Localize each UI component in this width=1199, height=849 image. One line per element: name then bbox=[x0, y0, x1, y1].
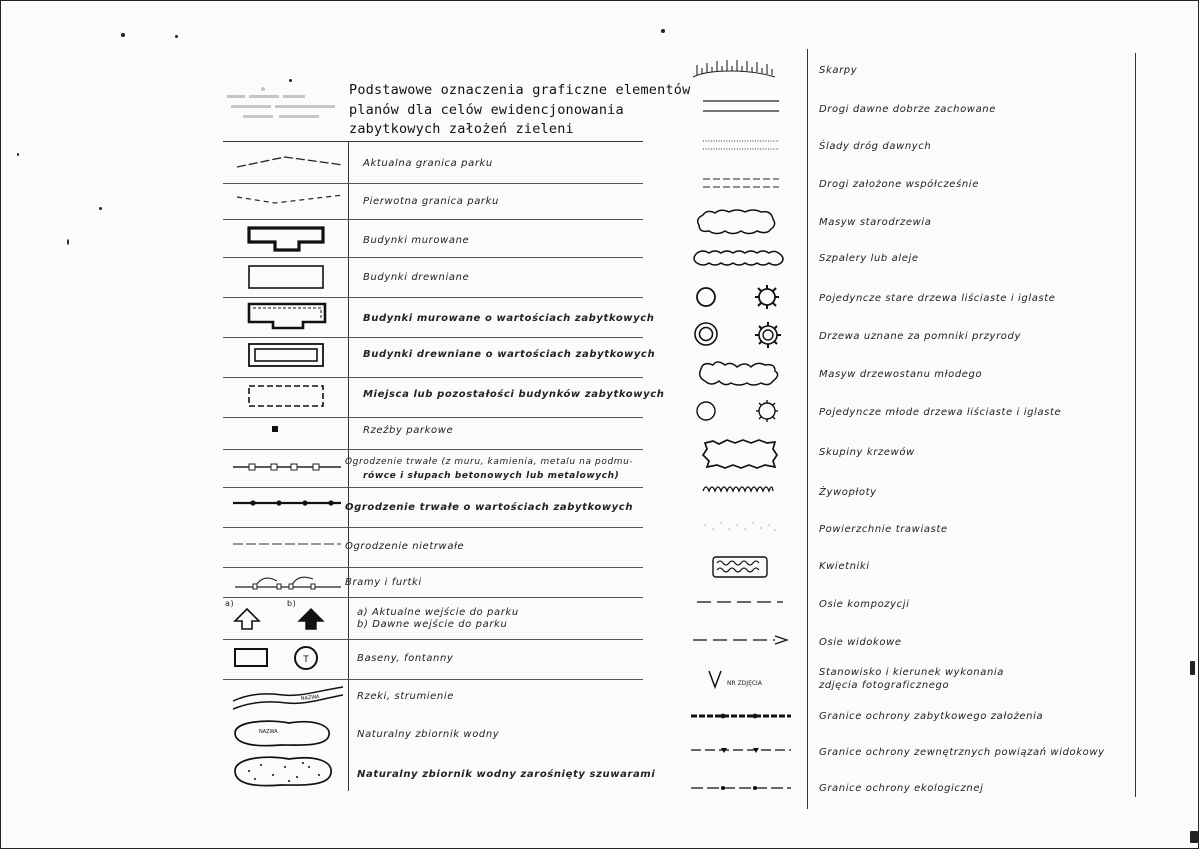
legend-row bbox=[223, 597, 643, 641]
legend-label: Ślady dróg dawnych bbox=[819, 141, 932, 152]
legend-row bbox=[681, 475, 1135, 509]
modern-road-icon bbox=[701, 175, 781, 193]
dash-line-icon bbox=[235, 153, 345, 173]
former-entrance-arrow-icon bbox=[297, 607, 325, 631]
masonry-building-icon bbox=[247, 225, 327, 253]
hedge-icon bbox=[701, 481, 775, 495]
legend-label: Pojedyncze młode drzewa liściaste i iglaste bbox=[819, 407, 1062, 418]
document-title bbox=[349, 81, 691, 140]
fountain-icon bbox=[293, 645, 321, 673]
legend-row bbox=[223, 339, 656, 377]
legend-row bbox=[681, 625, 1135, 663]
short-dash-line-icon bbox=[235, 189, 345, 209]
row-divider bbox=[223, 639, 643, 640]
old-tree-mass-icon bbox=[693, 207, 779, 237]
legend-label: Żywopłoty bbox=[819, 487, 877, 498]
row-divider bbox=[223, 219, 643, 220]
legend-row bbox=[681, 433, 1135, 473]
title-line-3: zabytkowych założeń zieleni bbox=[349, 121, 574, 137]
row-divider bbox=[223, 487, 643, 488]
shrub-group-icon bbox=[699, 435, 781, 471]
legend-row bbox=[681, 549, 1135, 587]
overgrown-pond-icon bbox=[229, 753, 337, 789]
legend-label: Powierzchnie trawiaste bbox=[819, 524, 948, 535]
legend-row bbox=[681, 319, 1135, 355]
legend-row bbox=[223, 679, 643, 717]
legend-label: Naturalny zbiornik wodny bbox=[357, 729, 500, 740]
legend-label: Osie widokowe bbox=[819, 637, 902, 648]
photo-number-label: NR ZDJĘCIA bbox=[727, 680, 762, 687]
legend-label: Szpalery lub aleje bbox=[819, 253, 919, 264]
legend-row bbox=[223, 379, 665, 417]
legend-label: Skarpy bbox=[819, 65, 858, 76]
legend-label: Budynki murowane bbox=[363, 235, 470, 246]
deciduous-old-tree-icon bbox=[695, 285, 719, 309]
legend-label: Masyw drzewostanu młodego bbox=[819, 369, 983, 380]
row-divider bbox=[223, 297, 643, 298]
photo-position-icon bbox=[707, 669, 725, 691]
legend-label: Pojedyncze stare drzewa liściaste i iglaste bbox=[819, 293, 1056, 304]
legend-label: Pierwotna granica parku bbox=[363, 196, 499, 207]
scan-speck bbox=[661, 29, 665, 33]
legend-label: Granice ochrony zabytkowego założenia bbox=[819, 711, 1044, 722]
legend-row bbox=[223, 419, 643, 455]
scan-speck bbox=[17, 153, 19, 156]
scan-speck bbox=[1190, 661, 1195, 675]
legend-label: Osie kompozycji bbox=[819, 599, 910, 610]
legend-label: b) Dawne wejście do parku bbox=[357, 619, 508, 630]
legend-label: Skupiny krzewów bbox=[819, 447, 915, 458]
legend-row bbox=[681, 129, 1135, 167]
pool-icon bbox=[233, 645, 269, 671]
monument-conifer-tree-icon bbox=[753, 320, 783, 350]
legend-row bbox=[681, 775, 1135, 809]
flowerbed-icon bbox=[711, 555, 771, 581]
row-divider bbox=[223, 377, 643, 378]
river-name: NAZWA bbox=[300, 694, 320, 702]
building-remains-icon bbox=[247, 383, 329, 411]
historic-masonry-building-icon bbox=[247, 301, 329, 331]
monument-deciduous-tree-icon bbox=[693, 321, 721, 349]
legend-label: Rzeźby parkowe bbox=[363, 425, 454, 436]
composition-axis-icon bbox=[695, 597, 785, 607]
legend-row bbox=[681, 357, 1135, 393]
row-divider bbox=[223, 257, 643, 258]
legend-row bbox=[681, 511, 1135, 549]
legend-label: rówce i słupach betonowych lub metalowych) bbox=[363, 471, 620, 481]
legend-row bbox=[681, 663, 1135, 703]
legend-label: Budynki murowane o wartościach zabytkowych bbox=[363, 313, 655, 324]
young-tree-mass-icon bbox=[695, 359, 785, 389]
road-traces-icon bbox=[701, 137, 781, 155]
old-road-icon bbox=[701, 97, 781, 117]
title-line-2: planów dla celów ewidencjonowania bbox=[349, 101, 624, 118]
legend-row bbox=[223, 753, 656, 793]
conifer-old-tree-icon bbox=[753, 283, 781, 311]
legend-row bbox=[681, 205, 1135, 243]
title-line-1: Podstawowe oznaczenia graficzne elementów bbox=[349, 82, 691, 98]
legend-label: Naturalny zbiornik wodny zarośnięty szuwarami bbox=[357, 769, 656, 780]
faded-stamp-icon bbox=[223, 87, 343, 131]
conifer-young-tree-icon bbox=[753, 397, 781, 425]
scan-speck bbox=[121, 33, 125, 37]
legend-label: Drzewa uznane za pomniki przyrody bbox=[819, 331, 1021, 342]
view-axis-icon bbox=[691, 633, 791, 647]
legend-label: Kwietniki bbox=[819, 561, 870, 572]
entrance-tag-b: b) bbox=[287, 599, 297, 608]
legend-row bbox=[223, 451, 643, 491]
legend-row bbox=[223, 185, 643, 221]
legend-row bbox=[681, 281, 1135, 317]
legend-label: Miejsca lub pozostałości budynków zabytkowych bbox=[363, 389, 665, 400]
legend-label: Granice ochrony ekologicznej bbox=[819, 783, 984, 794]
lawn-icon bbox=[699, 517, 779, 537]
legend-label: Ogrodzenie trwałe o wartościach zabytkowych bbox=[345, 502, 634, 513]
legend-row bbox=[223, 489, 643, 527]
deciduous-young-tree-icon bbox=[695, 399, 719, 423]
legend-label: Rzeki, strumienie bbox=[357, 691, 454, 702]
row-divider bbox=[223, 449, 643, 450]
left-header-rule bbox=[223, 141, 643, 142]
gate-icon bbox=[233, 569, 343, 593]
legend-label: Stanowisko i kierunek wykonania bbox=[819, 667, 1005, 678]
entrance-tag-a: a) bbox=[225, 599, 235, 608]
historic-fence-icon bbox=[231, 497, 343, 509]
row-divider bbox=[223, 183, 643, 184]
legend-label: Aktualna granica parku bbox=[363, 158, 493, 169]
current-entrance-arrow-icon bbox=[233, 607, 261, 631]
river-icon bbox=[231, 681, 347, 713]
legend-label: Drogi założone współcześnie bbox=[819, 179, 979, 190]
legend-row bbox=[681, 703, 1135, 739]
legend-row bbox=[681, 395, 1135, 431]
legend-label: Drogi dawne dobrze zachowane bbox=[819, 104, 996, 115]
heritage-protection-boundary-icon bbox=[689, 711, 793, 721]
legend-row bbox=[681, 53, 1135, 91]
svg-text:T: T bbox=[303, 655, 309, 665]
right-outer-border bbox=[1135, 53, 1136, 797]
slope-icon bbox=[689, 55, 779, 81]
legend-label: Ogrodzenie trwałe (z muru, kamienia, metalu na podmu- bbox=[345, 457, 634, 467]
ecological-boundary-icon bbox=[689, 783, 793, 793]
historic-wooden-building-icon bbox=[247, 341, 329, 371]
legend-row bbox=[223, 529, 643, 565]
legend-row bbox=[681, 587, 1135, 625]
legend-row bbox=[223, 259, 643, 297]
legend-row bbox=[681, 167, 1135, 205]
legend-row bbox=[223, 221, 643, 257]
row-divider bbox=[223, 337, 643, 338]
legend-row bbox=[223, 641, 643, 679]
legend-row bbox=[223, 715, 643, 755]
legend-row bbox=[681, 243, 1135, 277]
temporary-fence-icon bbox=[231, 539, 343, 549]
row-divider bbox=[223, 527, 643, 528]
legend-row bbox=[223, 149, 643, 185]
wooden-building-icon bbox=[247, 263, 327, 291]
external-view-boundary-icon bbox=[689, 745, 793, 757]
row-divider bbox=[223, 417, 643, 418]
pond-icon bbox=[229, 717, 335, 749]
scan-speck bbox=[289, 79, 292, 82]
legend-label: Bramy i furtki bbox=[345, 577, 422, 588]
scan-speck bbox=[99, 207, 102, 210]
legend-label: zdjęcia fotograficznego bbox=[819, 680, 950, 691]
legend-row bbox=[681, 739, 1135, 775]
avenue-icon bbox=[689, 247, 789, 269]
permanent-fence-icon bbox=[231, 461, 343, 473]
legend-label: Masyw starodrzewia bbox=[819, 217, 932, 228]
legend-row bbox=[223, 567, 643, 597]
legend-row bbox=[681, 91, 1135, 129]
legend-label: a) Aktualne wejście do parku bbox=[357, 607, 519, 618]
legend-label: Granice ochrony zewnętrznych powiązań widokowy bbox=[819, 747, 1105, 758]
sculpture-icon bbox=[271, 425, 281, 435]
pond-name: NAZWA bbox=[259, 729, 278, 735]
scan-speck bbox=[175, 35, 178, 38]
legend-label: Budynki drewniane o wartościach zabytkowych bbox=[363, 349, 656, 360]
legend-label: Baseny, fontanny bbox=[357, 653, 454, 664]
scan-speck bbox=[67, 239, 69, 245]
legend-row bbox=[223, 299, 655, 337]
legend-label: Ogrodzenie nietrwałe bbox=[345, 541, 465, 552]
scan-speck bbox=[1190, 831, 1198, 843]
legend-label: Budynki drewniane bbox=[363, 272, 470, 283]
